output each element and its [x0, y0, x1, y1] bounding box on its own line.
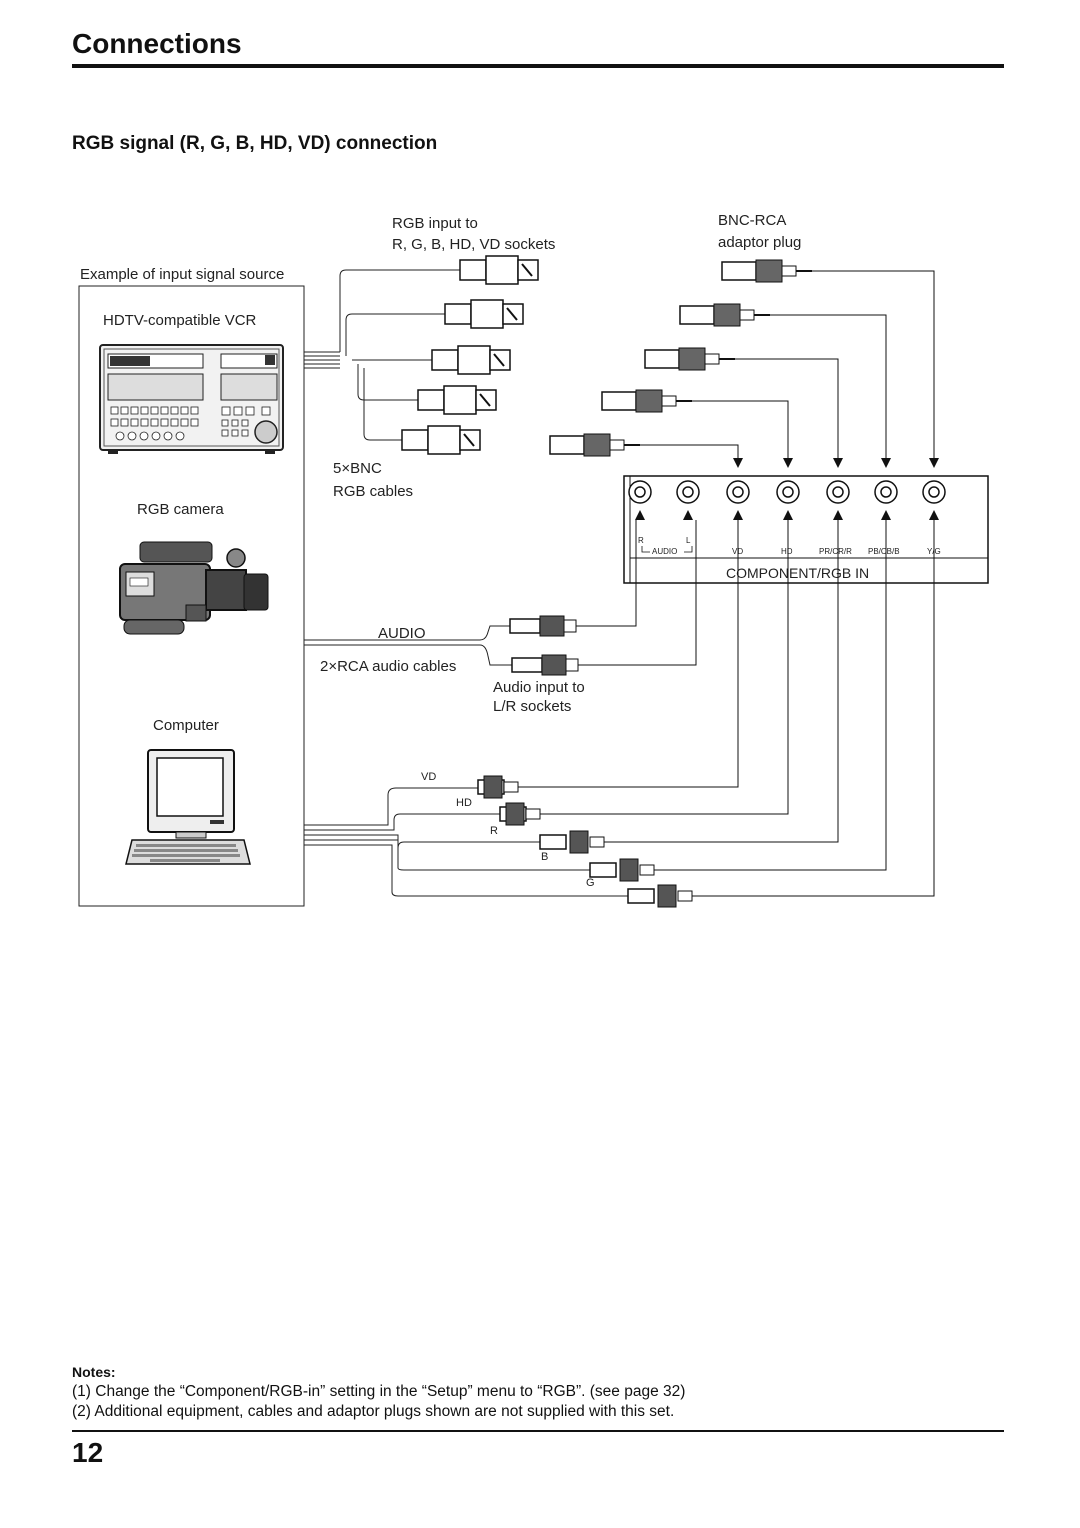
notes-section — [72, 1362, 685, 1422]
panel-name-label: COMPONENT/RGB IN — [726, 565, 870, 581]
bnc-cable-5 — [402, 426, 480, 454]
rca-plug-label-g: G — [586, 877, 595, 889]
section-heading: RGB signal (R, G, B, HD, VD) connection — [72, 133, 438, 154]
bnc-count-label: 5×BNC — [333, 460, 382, 477]
notes-heading: Notes: — [72, 1364, 116, 1380]
audio-input-sockets-label: L/R sockets — [493, 698, 572, 715]
jack-label-vd: VD — [732, 547, 744, 556]
title-divider — [72, 64, 1004, 68]
note-item-1: (1) Change the “Component/RGB-in” setting in the “Setup” menu to “RGB”. (see page 32) — [72, 1383, 686, 1400]
adaptor-plug-label: adaptor plug — [718, 234, 802, 251]
page-number: 12 — [72, 1437, 104, 1468]
audio-input-label: Audio input to — [493, 679, 585, 696]
bnc-cable-4 — [418, 386, 496, 414]
page-title: Connections — [72, 28, 242, 59]
computer-label: Computer — [153, 717, 219, 734]
bnc-cables-label: RGB cables — [333, 483, 414, 500]
adaptor-plug-4 — [602, 390, 692, 412]
rgb-input-label: RGB input to — [392, 215, 478, 232]
panel-r-label: R — [638, 536, 644, 545]
rca-audio-plug-1 — [510, 616, 576, 636]
rca-plug-label-hd: HD — [456, 797, 472, 809]
jack-label-yg: Y/G — [927, 547, 941, 556]
source-box-heading: Example of input signal source — [80, 266, 285, 283]
jack-label-pr: PR/CR/R — [819, 547, 852, 556]
adaptor-plug-5 — [550, 434, 640, 456]
panel-audio-label: AUDIO — [652, 547, 678, 556]
computer-icon — [126, 750, 250, 864]
connection-diagram — [0, 180, 1080, 940]
vcr-icon — [100, 345, 283, 454]
rca-plug-label-b: B — [541, 851, 549, 863]
vcr-label: HDTV-compatible VCR — [103, 312, 257, 329]
camera-label: RGB camera — [137, 501, 224, 518]
rca-audio-plug-2 — [512, 655, 578, 675]
adaptor-plug-1 — [722, 260, 812, 282]
rca-plug-label-r: R — [490, 825, 498, 837]
rca-plug-label-vd: VD — [421, 771, 437, 783]
arrowheads-down — [733, 458, 939, 468]
adaptor-label: BNC-RCA — [718, 212, 787, 229]
panel-l-label: L — [686, 536, 691, 545]
jack-label-pb: PB/CB/B — [868, 547, 900, 556]
adaptor-plug-3 — [645, 348, 735, 370]
rgb-input-sockets-label: R, G, B, HD, VD sockets — [392, 236, 556, 253]
jack-label-hd: HD — [781, 547, 793, 556]
note-item-2: (2) Additional equipment, cables and adaptor plugs shown are not supplied with this set. — [72, 1403, 675, 1420]
footer-divider — [72, 1430, 1004, 1432]
adaptor-plug-2 — [680, 304, 770, 326]
bnc-cable-1 — [460, 256, 538, 284]
bnc-cable-3 — [432, 346, 510, 374]
camera-icon — [120, 542, 268, 634]
bnc-cable-2 — [445, 300, 523, 328]
audio-label: AUDIO — [378, 625, 426, 642]
rca-cables-label: 2×RCA audio cables — [320, 658, 457, 675]
